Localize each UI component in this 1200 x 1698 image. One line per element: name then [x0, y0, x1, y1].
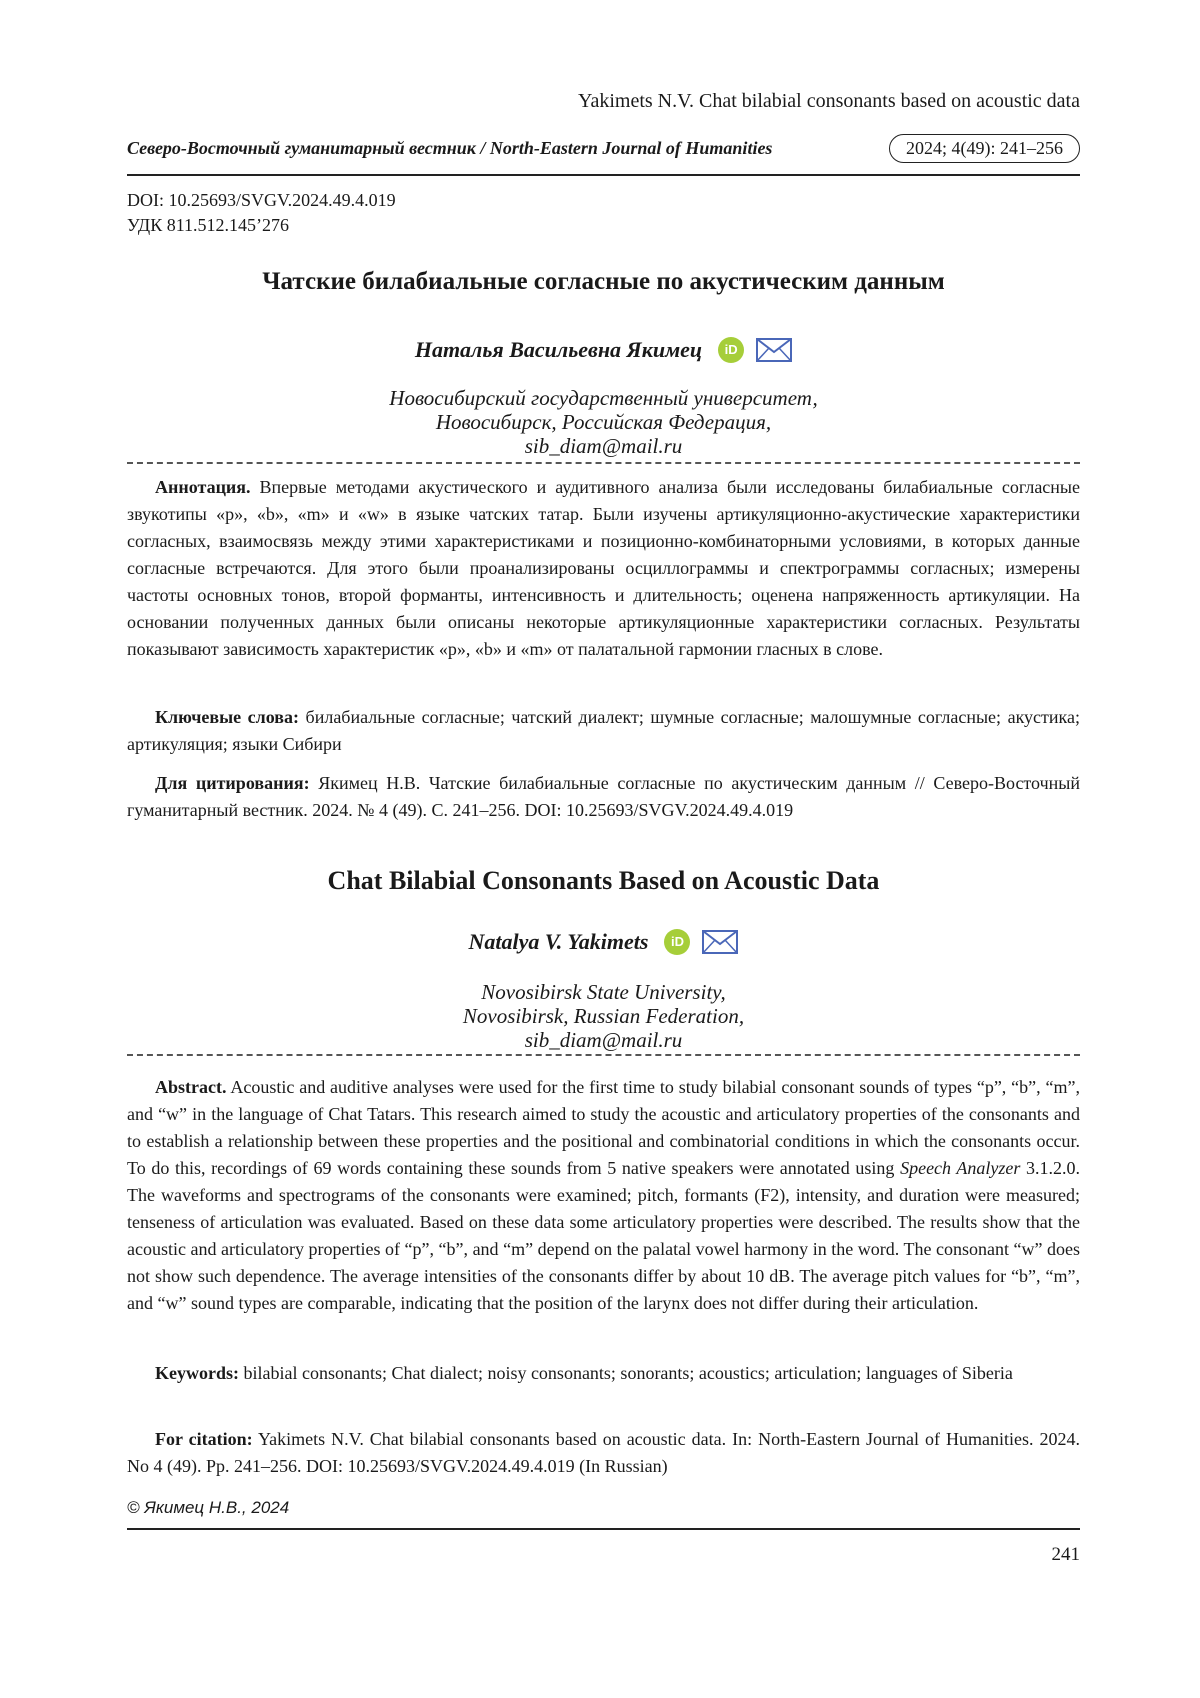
author-row-en — [127, 929, 1080, 955]
author-name-en: Natalya V. Yakimets — [468, 929, 649, 954]
journal-name: Северо-Восточный гуманитарный вестник / North-Eastern Journal of Humanities — [127, 138, 773, 158]
affiliation-en-line-1: Novosibirsk State University, — [481, 980, 726, 1004]
abstract-ru — [127, 474, 1080, 663]
author-name-ru: Наталья Васильевна Якимец — [414, 337, 703, 362]
title-en: Chat Bilabial Consonants Based on Acoustic Data — [327, 866, 880, 895]
mail-icon[interactable] — [702, 930, 738, 954]
title-ru: Чатские билабиальные согласные по акустическим данным — [262, 268, 945, 295]
doi[interactable]: DOI: 10.25693/SVGV.2024.49.4.019 — [127, 190, 396, 210]
orcid-icon[interactable]: iD — [664, 929, 690, 955]
citation-ru — [127, 770, 1080, 824]
issue-badge: 2024; 4(49): 241–256 — [889, 134, 1080, 163]
citation-en — [127, 1426, 1080, 1480]
affiliation-ru-line-2: Новосибирск, Российская Федерация, — [435, 410, 772, 434]
affiliation-en — [127, 980, 1080, 1052]
page-number: 241 — [1051, 1544, 1080, 1565]
udk: УДК 811.512.145’276 — [127, 215, 290, 235]
keywords-label-en: Keywords: — [155, 1363, 239, 1383]
footer-divider — [127, 1528, 1080, 1530]
keywords-en — [127, 1360, 1080, 1387]
header-divider — [127, 174, 1080, 176]
email-ru[interactable]: sib_diam@mail.ru — [524, 434, 683, 458]
running-title: Yakimets N.V. Chat bilabial consonants based on acoustic data — [578, 90, 1080, 112]
copyright: © Якимец Н.В., 2024 — [127, 1498, 290, 1517]
abstract-en — [127, 1074, 1080, 1317]
orcid-icon[interactable]: iD — [718, 337, 744, 363]
abstract-text-en-a: Acoustic and auditive analyses were used for the first time to study bilabial consonant sounds of types “p”, “b”, “m”, and “w” in the language of Chat Tatars. This research aimed to study the acoustic and articulatory properties of the consonants and to establish a relationship between these properties and the positional and combinatorial conditions in which the consonants occur. To do this, recordings of 69 words containing these sounds from 5 native speakers were annotated using — [127, 1077, 1080, 1178]
keywords-text-ru: билабиальные согласные; чатский диалект; шумные согласные; малошумные согласные; акустика; артикуляция; языки Сибири — [127, 707, 1081, 754]
paper-page — [127, 0, 1080, 1698]
citation-text-ru: Якимец Н.В. Чатские билабиальные согласные по акустическим данным // Северо-Восточный гуманитарный вестник. 2024. № 4 (49). С. 241–256. DOI: 10.25693/SVGV.2024.49.4.019 — [127, 773, 1081, 820]
abstract-text-en-b: 3.1.2.0. The waveforms and spectrograms of the consonants were examined; pitch, formants (F2), intensity, and duration were measured; tenseness of articulation was evaluated. Based on these data some articulatory properties were described. The results show that the acoustic and articulatory properties of “p”, “b”, and “m” depend on the palatal vowel harmony in the word. The consonant “w” does not show such dependence. The average intensities of the consonants differ by about 10 dB. The average pitch values for “b”, “m”, and “w” sound types are comparable, indicating that the position of the larynx does not differ during their articulation. — [127, 1158, 1081, 1313]
mail-icon[interactable] — [756, 338, 792, 362]
dashed-divider-en — [127, 1054, 1080, 1056]
abstract-label-ru: Аннотация. — [155, 477, 251, 497]
journal-header — [127, 134, 1080, 170]
affiliation-en-line-2: Novosibirsk, Russian Federation, — [462, 1004, 745, 1028]
affiliation-ru-line-1: Новосибирский государственный университет, — [389, 386, 818, 410]
affiliation-ru — [127, 386, 1080, 458]
citation-label-en: For citation: — [155, 1429, 253, 1449]
dashed-divider-ru — [127, 462, 1080, 464]
software-name: Speech Analyzer — [900, 1158, 1021, 1178]
email-en[interactable]: sib_diam@mail.ru — [524, 1028, 683, 1052]
keywords-label-ru: Ключевые слова: — [155, 707, 300, 727]
abstract-label-en: Abstract. — [155, 1077, 227, 1097]
keywords-ru — [127, 704, 1080, 758]
citation-text-en: Yakimets N.V. Chat bilabial consonants based on acoustic data. In: North-Eastern Journal of Humanities. 2024. No 4 (49). Pp. 241–256. DOI: 10.25693/SVGV.2024.49.4.019 (In Russian) — [127, 1429, 1080, 1476]
article-meta — [127, 188, 396, 238]
keywords-text-en: bilabial consonants; Chat dialect; noisy consonants; sonorants; acoustics; articulation; languages of Siberia — [243, 1363, 1013, 1383]
author-row-ru — [127, 337, 1080, 363]
citation-label-ru: Для цитирования: — [155, 773, 310, 793]
abstract-text-ru: Впервые методами акустического и аудитивного анализа были исследованы билабиальные согласные звукотипы «p», «b», «m» и «w» в языке чатских татар. Были изучены артикуляционно-акустические характеристики согласных, взаимосвязь между этими характеристиками и позиционно-комбинаторными условиями, в которых данные согласные встречаются. Для этого были проанализированы осциллограммы и спектрограммы согласных; измерены частоты основных тонов, второй форманты, интенсивность и длительность; оценена напряженность артикуляции. На основании полученных данных были описаны некоторые артикуляционные характеристики согласных. Результаты показывают зависимость характеристик «p», «b» и «m» от палатальной гармонии гласных в слове. — [127, 477, 1081, 659]
